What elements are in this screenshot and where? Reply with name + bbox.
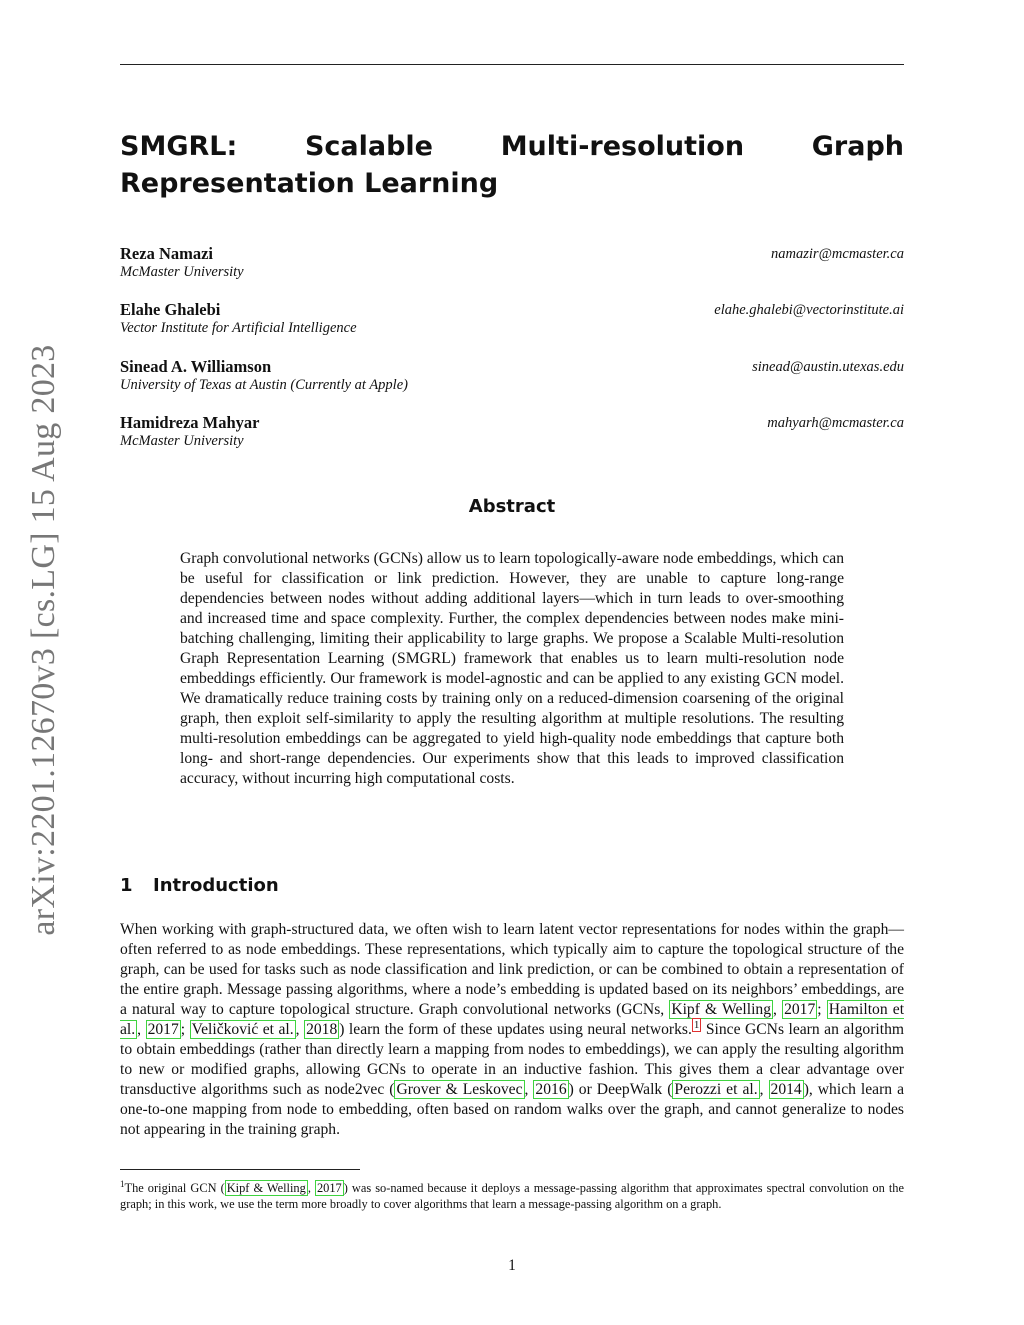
author-affiliation: McMaster University xyxy=(120,433,244,449)
citation-link[interactable]: Kipf & Welling xyxy=(671,1001,772,1018)
citation-year-link[interactable]: 2017 xyxy=(316,1181,342,1196)
author-block xyxy=(120,244,904,284)
author-affiliation: McMaster University xyxy=(120,264,244,280)
body-text: ) or DeepWalk ( xyxy=(568,1081,673,1098)
footnote-mark: 1 xyxy=(120,1179,125,1189)
author-name: Reza Namazi xyxy=(120,244,214,263)
author-email: sinead@austin.utexas.edu xyxy=(752,359,904,375)
author-block xyxy=(120,357,904,397)
footnote: $^1$The original GCN ( Kipf & Welling , 2017 ) was so-named because it deploys a message-passing algorithm that approximates spectral convolution on the graph; in this work, we use the term more broadly to cover algorithms that learn a message-passing algorithm on a graph. xyxy=(120,1179,904,1212)
body-text: When working with graph-structured data, we often wish to learn latent vector representations for nodes within the graph—often referred to as node embeddings. These representations, which typically aim to capture the topological structure of the graph, can be used for tasks such as node classification and link prediction, or can be combined to obtain a representation of the entire graph. Message passing algorithms, where a node’s embedding is updated based on its neighbors’ embeddings, are a natural way to capture topological structure. Graph convolutional networks (GCNs, xyxy=(120,921,904,1018)
body-text: ), which learn a one-to-one mapping from node to embedding, often based on random walks over the graph, and cannot generalize to nodes not appearing in the training graph. xyxy=(120,1081,905,1138)
citation-link[interactable]: Veličković et al. xyxy=(191,1021,294,1038)
citation-year-link[interactable]: 2017 xyxy=(147,1021,179,1038)
abstract-text: Graph convolutional networks (GCNs) allow us to learn topologically-aware node embeddings, which can be useful for classification or link prediction. However, they are unable to capture long-range dependencies between nodes without adding additional layers—which in turn leads to over-smoothing and increased time and space complexity. Further, the complex dependencies between nodes make mini-batching challenging, limiting their applicability to large graphs. We propose a Scalable Multi-resolution Graph Representation Learning (SMGRL) framework that enables us to learn multi-resolution node embeddings efficiently. Our framework is model-agnostic and can be applied to any existing GCN model. We dramatically reduce training costs by training only on a reduced-dimension coarsening of the original graph, then exploit self-similarity to apply the resulting algorithm at multiple resolutions. The resulting multi-resolution embeddings can be aggregated to yield high-quality node embeddings that capture both long- and short-range dependencies. Our experiments show that this leads to improved classification accuracy, without incurring high computational costs. xyxy=(180,550,844,787)
citation-link[interactable]: Kipf & Welling xyxy=(226,1181,306,1196)
body-text: ) learn the form of these updates using neural networks. xyxy=(339,1021,692,1038)
abstract-heading: Abstract xyxy=(468,496,556,517)
citation-link[interactable]: Grover & Leskovec xyxy=(396,1081,523,1098)
author-block xyxy=(120,413,904,453)
citation-link[interactable]: Perozzi et al. xyxy=(674,1081,758,1098)
footnote-reference-link[interactable]: 1 xyxy=(693,1018,700,1031)
author-affiliation: University of Texas at Austin (Currently at Apple) xyxy=(120,377,408,393)
header-rule xyxy=(120,64,904,65)
author-name: Elahe Ghalebi xyxy=(120,300,221,319)
citation-year-link[interactable]: 2016 xyxy=(535,1081,567,1098)
author-name: Sinead A. Williamson xyxy=(120,357,272,376)
section-heading xyxy=(120,875,279,896)
author-email: mahyarh@mcmaster.ca xyxy=(767,415,904,431)
citation-link[interactable]: Hamilton et al. xyxy=(120,1001,905,1038)
citation-year-link[interactable]: 2018 xyxy=(306,1021,338,1038)
author-email: elahe.ghalebi@vectorinstitute.ai xyxy=(714,302,904,318)
section-title: Introduction xyxy=(153,875,279,896)
page-number: 1 xyxy=(508,1257,516,1274)
body-text: Since GCNs learn an algorithm to obtain embeddings (rather than directly learn a mapping from nodes to embeddings), we can apply the resulting algorithm to new or modified graphs, allowing GCNs to operate in an inductive fashion. This gives them a clear advantage over transductive algorithms such as node2vec ( xyxy=(120,1021,905,1098)
author-block xyxy=(120,300,904,340)
section-number: 1 xyxy=(120,875,133,896)
footnote-rule xyxy=(120,1169,360,1170)
author-name: Hamidreza Mahyar xyxy=(120,413,260,432)
introduction-paragraph: When working with graph-structured data, we often wish to learn latent vector representations for nodes within the graph—often referred to as node embeddings. These representations, which typically aim to capture the topological structure of the graph, can be used for tasks such as node classification and link prediction, or can be combined to obtain a representation of the entire graph. Message passing algorithms, where a node’s embedding is updated based on its neighbors’ embeddings, are a natural way to capture topological structure. Graph convolutional networks (GCNs, Kipf & Welling , 2017 ; Hamilton et al. , 2017 ; Veličković et al. , 2018 ) learn the form of these updates using neural networks. $^1$ Since GCNs learn an algorithm to obtain embeddings (rather than directly learn a mapping from nodes to embeddings), we can apply the resulting algorithm to new or modified graphs, allowing GCNs to operate in an inductive fashion. This gives them a clear advantage over transductive algorithms such as node2vec ( Grover & Leskovec , 2016 ) or DeepWalk ( Perozzi et al. , 2014 ), which learn a one-to-one mapping from node to embedding, often based on random walks over the graph, and cannot generalize to nodes not appearing in the training graph. xyxy=(120,921,905,1138)
author-email: namazir@mcmaster.ca xyxy=(771,246,904,262)
author-affiliation: Vector Institute for Artificial Intelligence xyxy=(120,320,357,336)
paper-title: SMGRL: Scalable Multi-resolution Graph Representation Learning xyxy=(120,131,904,199)
arxiv-identifier: arXiv:2201.12670v3 [cs.LG] 15 Aug 2023 xyxy=(25,344,62,936)
citation-year-link[interactable]: 2014 xyxy=(770,1081,802,1098)
citation-year-link[interactable]: 2017 xyxy=(784,1001,816,1018)
